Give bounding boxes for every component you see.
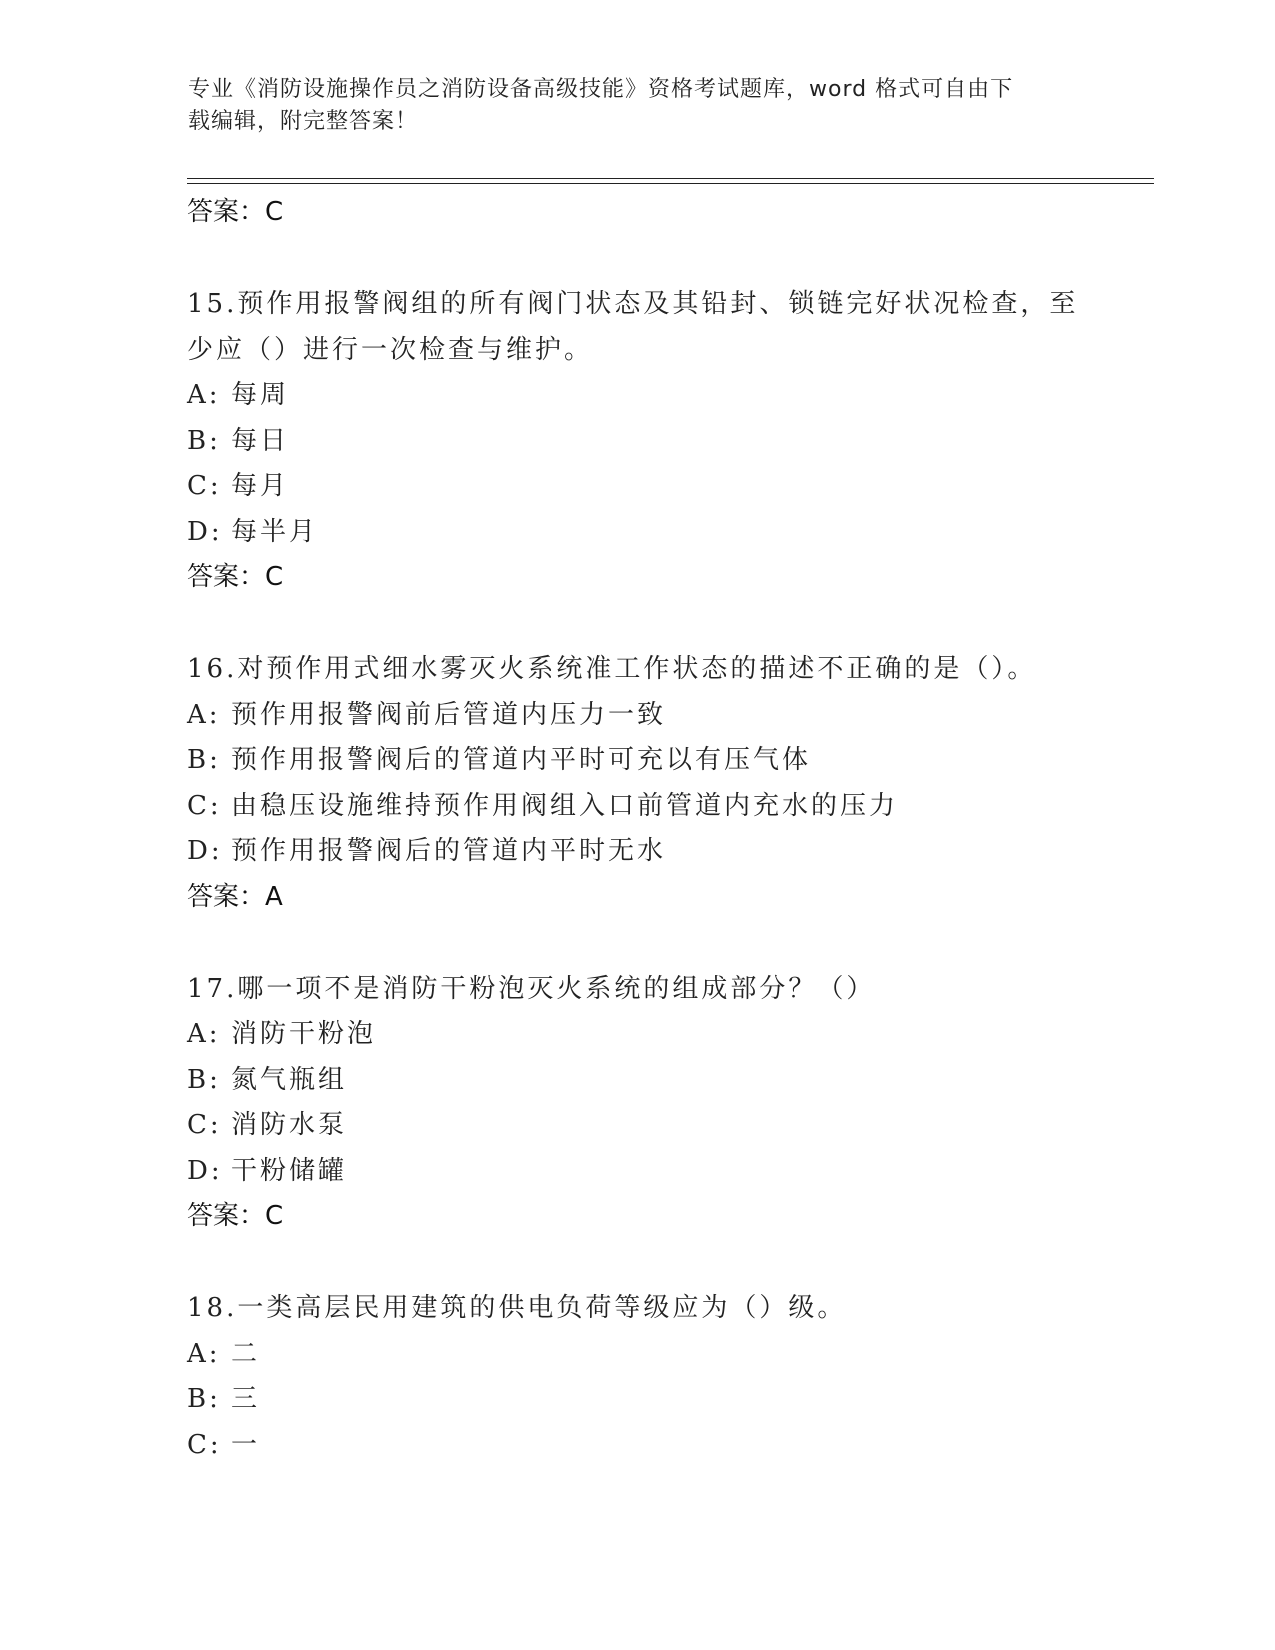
option-text: 每半月 (231, 516, 319, 547)
option-c (187, 1423, 1147, 1469)
question-text: 15.预作用报警阀组的所有阀门状态及其铅封、锁链完好状况检查，至 (187, 289, 1079, 319)
option-text: 每周 (231, 380, 290, 410)
option-text: 消防干粉泡 (231, 1019, 377, 1049)
option-letter: D: (187, 1155, 223, 1186)
question-text: 16.对预作用式细水雾灭火系统准工作状态的描述不正确的是（）。 (187, 654, 1037, 684)
page-header (188, 74, 1068, 138)
option-text: 一 (231, 1429, 261, 1460)
option-text: 每日 (231, 425, 290, 456)
option-letter: C: (187, 790, 222, 821)
option-text: 三 (231, 1384, 261, 1414)
question-text: 17.哪一项不是消防干粉泡灭火系统的组成部分？（） (187, 973, 876, 1004)
option-text: 消防水泵 (231, 1110, 348, 1140)
option-a (187, 373, 1147, 419)
option-letter: A: (187, 699, 221, 730)
option-letter: B: (187, 745, 221, 775)
option-letter: C: (187, 471, 222, 501)
option-letter: B: (187, 1384, 221, 1414)
option-letter: A: (187, 1019, 221, 1049)
header-line-2: 载编辑，附完整答案！ (188, 109, 419, 134)
option-letter: B: (187, 1064, 221, 1095)
option-letter: D: (187, 836, 223, 866)
option-b (187, 738, 1147, 784)
option-c (187, 1103, 1147, 1149)
option-letter: A: (187, 1338, 221, 1369)
answer-line: 答案：C (187, 1201, 284, 1231)
option-c (187, 784, 1147, 830)
option-letter: B: (187, 425, 221, 456)
option-b (187, 1058, 1147, 1104)
option-d (187, 829, 1147, 875)
option-letter: C: (187, 1429, 222, 1460)
option-b (187, 419, 1147, 465)
answer-line: 答案：C (187, 562, 284, 592)
option-a (187, 1332, 1147, 1378)
option-text: 预作用报警阀后的管道内平时无水 (231, 836, 667, 866)
option-text: 二 (231, 1338, 261, 1369)
question-15 (187, 282, 1147, 600)
option-text: 由稳压设施维持预作用阀组入口前管道内充水的压力 (231, 790, 899, 821)
option-d (187, 1149, 1147, 1195)
option-text: 预作用报警阀后的管道内平时可充以有压气体 (231, 745, 812, 775)
question-17 (187, 967, 1147, 1240)
option-a (187, 1012, 1147, 1058)
option-c (187, 464, 1147, 510)
header-line-1: 专业《消防设施操作员之消防设备高级技能》资格考试题库，word 格式可自由下 (188, 77, 1014, 102)
header-rule-top (187, 178, 1154, 179)
option-letter: D: (187, 516, 223, 547)
option-d (187, 510, 1147, 556)
option-text: 预作用报警阀前后管道内压力一致 (231, 699, 667, 730)
question-18 (187, 1286, 1147, 1468)
option-a (187, 693, 1147, 739)
question-list (187, 190, 1147, 1468)
header-rule-bottom (187, 183, 1154, 184)
question-text-continued: 少应（）进行一次检查与维护。 (187, 334, 594, 365)
option-letter: C: (187, 1110, 222, 1140)
option-text: 干粉储罐 (231, 1155, 348, 1186)
question-text: 18.一类高层民用建筑的供电负荷等级应为（）级。 (187, 1293, 847, 1323)
answer-line: 答案：A (187, 881, 283, 912)
option-letter: A: (187, 380, 221, 410)
answer-line: 答案：C (187, 197, 284, 227)
question-16 (187, 647, 1147, 920)
option-b (187, 1377, 1147, 1423)
option-text: 每月 (231, 471, 290, 501)
option-text: 氮气瓶组 (231, 1064, 348, 1095)
